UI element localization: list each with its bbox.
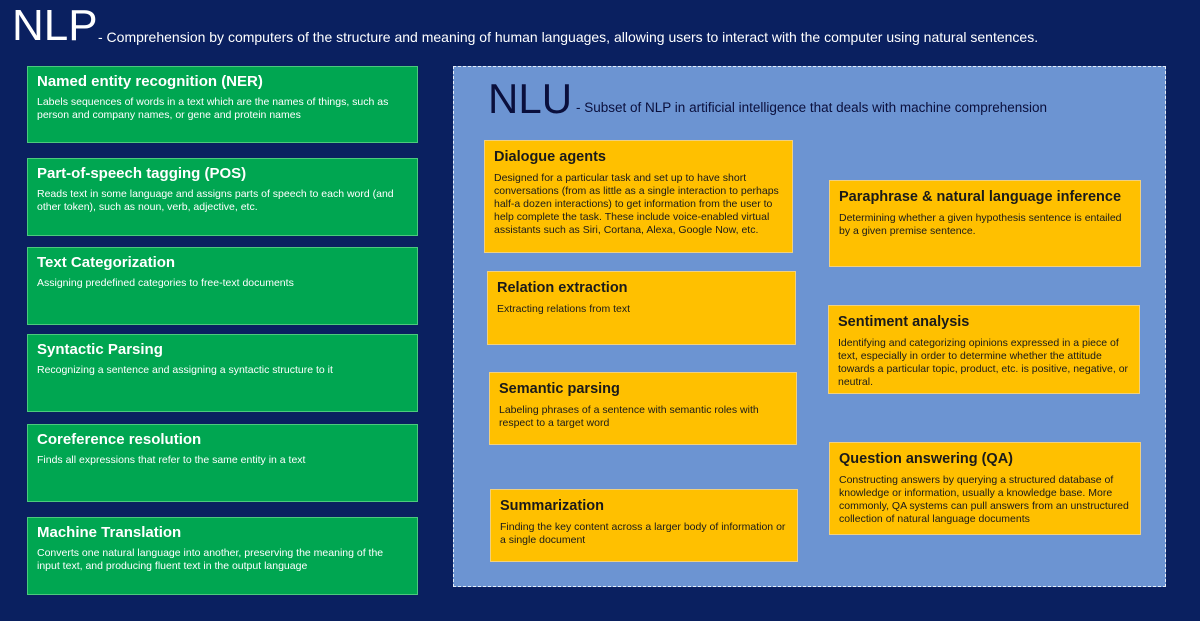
task-desc: Labeling phrases of a sentence with semantic roles with respect to a target word	[499, 404, 759, 429]
nlp-title: NLP	[12, 1, 98, 50]
nlu-box-relation-extraction	[487, 271, 796, 345]
task-title: Paraphrase & natural language inference	[839, 189, 1122, 205]
nlu-box-paraphrase-inference	[829, 180, 1141, 267]
nlu-box-question-answering	[829, 442, 1141, 535]
nlp-subtitle: - Comprehension by computers of the structure and meaning of human languages, allowing users to interact with the computer using natural sentences.	[98, 29, 1039, 45]
task-desc: Reads text in some language and assigns parts of speech to each word (and other token), such as noun, verb, adjective, etc.	[37, 188, 394, 213]
nlu-box-sentiment-analysis	[828, 305, 1140, 394]
task-desc: Labels sequences of words in a text which are the names of things, such as person and company names, or gene and protein names	[37, 96, 389, 121]
task-desc: Converts one natural language into another, preserving the meaning of the input text, and producing fluent text in the output language	[37, 547, 384, 572]
task-title: Part-of-speech tagging (POS)	[37, 165, 247, 182]
nlu-title: NLU	[488, 75, 573, 122]
task-desc: Assigning predefined categories to free-text documents	[37, 277, 294, 289]
task-title: Dialogue agents	[494, 149, 606, 165]
task-title: Text Categorization	[37, 254, 176, 271]
task-box-machine-translation	[27, 517, 418, 595]
nlu-subtitle: - Subset of NLP in artificial intelligence that deals with machine comprehension	[576, 100, 1048, 115]
nlu-box-dialogue-agents	[484, 140, 793, 253]
task-box-text-categorization	[27, 247, 418, 325]
task-title: Semantic parsing	[499, 381, 620, 397]
task-box-ner	[27, 66, 418, 143]
nlu-box-semantic-parsing	[489, 372, 797, 445]
task-desc: Constructing answers by querying a structured database of knowledge or information, usually a knowledge base. More commonly, QA systems can pull answers from an unstructured collection of natural language documents	[839, 474, 1129, 525]
task-desc: Identifying and categorizing opinions expressed in a piece of text, especially in order to determine whether the attitude towards a particular topic, product, etc. is positive, negative, or neutral.	[838, 337, 1129, 388]
task-desc: Finds all expressions that refer to the same entity in a text	[37, 454, 306, 466]
task-desc: Designed for a particular task and set up to have short conversations (from as little as a single interaction to perhaps half-a dozen interactions) to get information from the user to help complete the task. These include voice-enabled virtual assistants such as Siri, Cortana, Alexa, Google Now, etc.	[494, 172, 779, 236]
task-desc: Extracting relations from text	[497, 303, 631, 315]
task-desc: Finding the key content across a larger body of information or a single document	[500, 521, 786, 546]
task-desc: Determining whether a given hypothesis sentence is entailed by a given premise sentence.	[839, 212, 1122, 237]
task-title: Question answering (QA)	[839, 451, 1014, 467]
task-box-pos	[27, 158, 418, 236]
task-title: Sentiment analysis	[838, 314, 970, 330]
task-title: Syntactic Parsing	[37, 341, 163, 358]
task-title: Named entity recognition (NER)	[37, 73, 263, 90]
task-box-coreference	[27, 424, 418, 502]
task-title: Summarization	[500, 498, 604, 514]
task-title: Relation extraction	[497, 280, 628, 296]
nlu-box-summarization	[490, 489, 798, 562]
task-title: Coreference resolution	[37, 431, 202, 448]
task-desc: Recognizing a sentence and assigning a syntactic structure to it	[37, 364, 333, 376]
task-title: Machine Translation	[37, 524, 182, 541]
task-box-syntactic-parsing	[27, 334, 418, 412]
